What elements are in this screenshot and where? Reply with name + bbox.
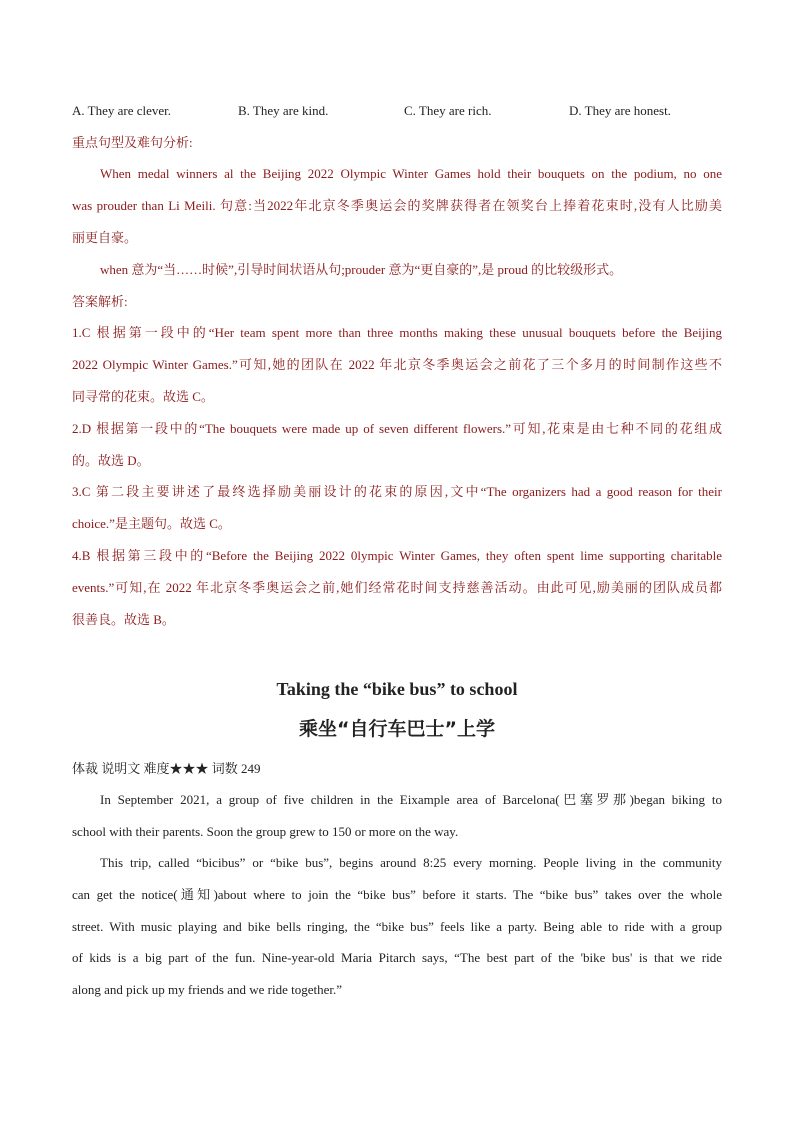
option-a: A. They are clever. [72,103,172,118]
answer-4-line-2: events.”可知,在 2022 年北京冬季奥运会之前,她们经常花时间支持慈善活动。由此可见,励美丽的团队成员都 [72,580,722,595]
paragraph-2-line-3: street. With music playing and bike bells ringing, the “bike bus” feels like a party. Being able to ride with a group [72,919,722,934]
answer-3-line-1: 3.C 第二段主要讲述了最终选择励美丽设计的花束的原因,文中“The organizers had a good reason for their [72,484,722,499]
answer-1-line-2: 2022 Olympic Winter Games.”可知,她的团队在 2022 年北京冬季奥运会之前花了三个多月的时间制作这些不 [72,357,722,372]
article-title-english: Taking the “bike bus” to school [276,679,518,699]
answer-1-line-3: 同寻常的花束。故选 C。 [72,389,214,404]
answer-1-line-1: 1.C 根据第一段中的“Her team spent more than three months making these unusual bouquets before the Beijing [72,325,722,340]
answer-3-line-2: choice.”是主题句。故选 C。 [72,516,231,531]
analysis-line-3: 丽更自豪。 [72,230,138,245]
option-b: B. They are kind. [238,103,329,118]
answer-4-line-3: 很善良。故选 B。 [72,612,175,627]
analysis-line-4: when 意为“当……时候”,引导时间状语从句;prouder 意为“更自豪的”,是 proud 的比较级形式。 [100,262,623,277]
option-c: C. They are rich. [404,103,492,118]
answers-heading: 答案解析: [72,294,128,309]
paragraph-2-line-5: along and pick up my friends and we ride together.” [72,982,343,997]
answer-2-line-1: 2.D 根据第一段中的“The bouquets were made up of seven different flowers.”可知,花束是由七种不同的花组成 [72,421,722,436]
paragraph-2-line-1: This trip, called “bicibus” or “bike bus”, begins around 8:25 every morning. People living in the community [100,855,722,870]
answer-4-line-1: 4.B 根据第三段中的“Before the Beijing 2022 0lympic Winter Games, they often spent lime supporting charitable [72,548,722,563]
analysis-heading: 重点句型及难句分析: [72,135,193,150]
paragraph-2-line-2: can get the notice(通知)about where to join the “bike bus” before it starts. The “bike bus” takes over the whole [72,887,722,902]
analysis-line-2: was prouder than Li Meili. 句意:当2022年北京冬季奥运会的奖牌获得者在领奖台上捧着花束时,没有人比励美 [72,198,722,213]
article-meta: 体裁 说明文 难度★★★ 词数 249 [72,761,261,776]
paragraph-2-line-4: of kids is a big part of the fun. Nine-year-old Maria Pitarch says, “The best part of the 'bike bus' is that we ride [72,950,722,965]
paragraph-1-line-2: school with their parents. Soon the group grew to 150 or more on the way. [72,824,459,839]
analysis-line-1: When medal winners al the Beijing 2022 Olympic Winter Games hold their bouquets on the podium, no one [100,166,722,181]
answer-2-line-2: 的。故选 D。 [72,453,150,468]
paragraph-1-line-1: In September 2021, a group of five children in the Eixample area of Barcelona(巴塞罗那)began biking to [100,792,722,807]
option-d: D. They are honest. [569,103,671,118]
article-title-chinese: 乘坐“自行车巴士”上学 [299,718,495,740]
